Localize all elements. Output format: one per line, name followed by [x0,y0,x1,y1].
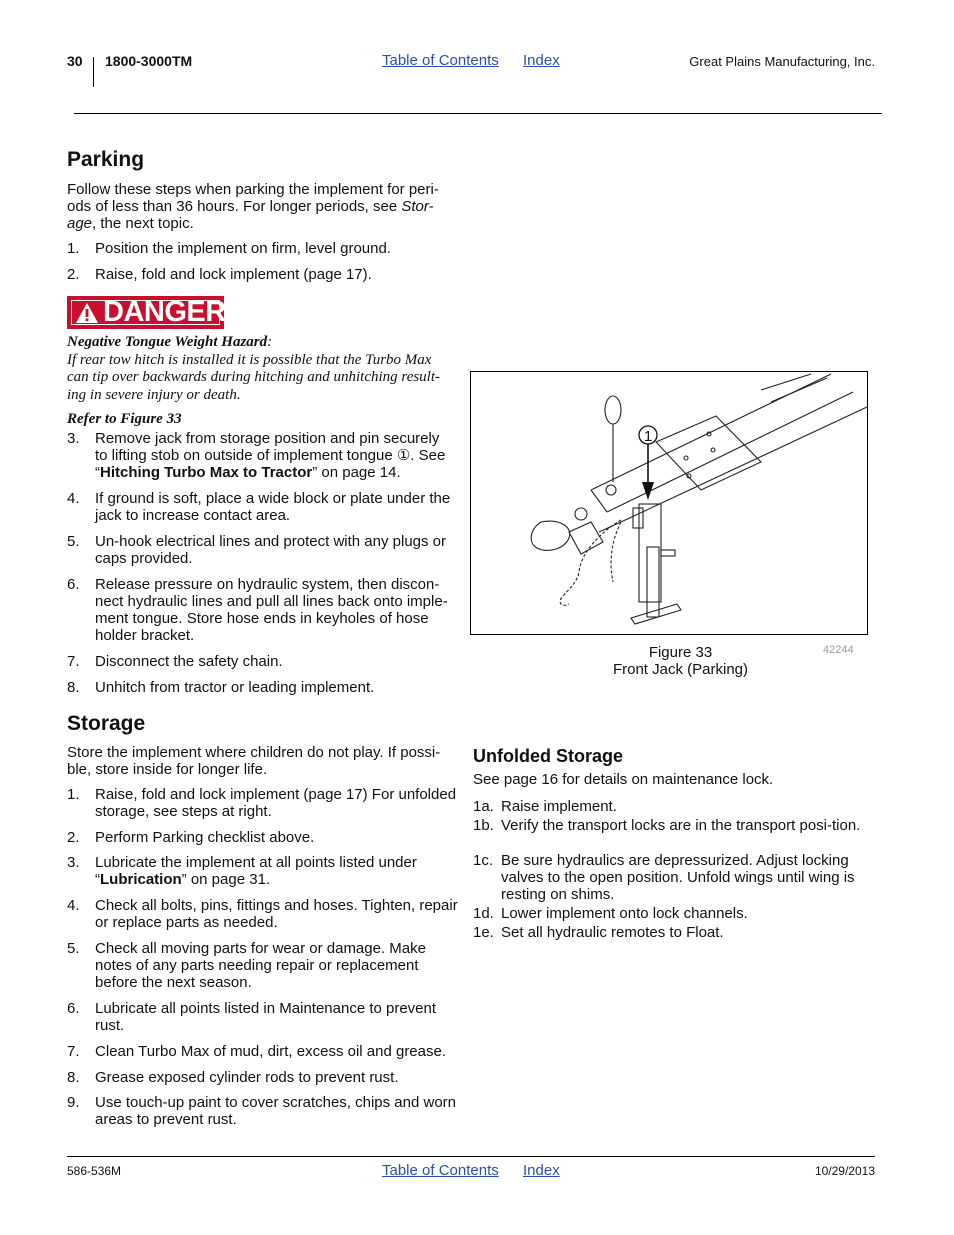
front-jack-illustration [471,372,867,634]
figure-reference: Refer to Figure 33 [67,411,182,427]
parking-intro: Follow these steps when parking the implement for peri- ods of less than 36 hours. For longer periods, see Stor- age, the next topic. [67,181,439,232]
hazard-statement: Negative Tongue Weight Hazard: If rear tow hitch is installed it is possible that the Turbo Max can tip over backwards during hitching and unhitching result- ing in severe injury or death. [67,334,441,403]
danger-label: DANGER [67,296,224,329]
header-rule [74,113,882,114]
callout-1-label: 1 [643,428,653,445]
header-toc-link[interactable]: Table of Contents [382,52,499,69]
figure-33 [470,371,868,635]
footer-toc-link[interactable]: Table of Contents [382,1162,499,1179]
storage-heading: Storage [67,712,146,735]
parking-heading: Parking [67,148,145,171]
footer-index-link[interactable]: Index [523,1162,560,1179]
header-divider [93,57,94,87]
figure-caption: Figure 33 Front Jack (Parking) [612,644,749,678]
storage-intro: Store the implement where children do not play. If possi-ble, store inside for longer life. [67,744,441,778]
figure-image-id: 42244 [823,644,854,656]
company-name: Great Plains Manufacturing, Inc. [689,54,875,69]
document-id: 1800-3000TM [105,53,193,69]
warning-triangle-icon [75,302,99,324]
unfolded-storage-heading: Unfolded Storage [473,746,624,766]
page-number: 30 [67,53,83,69]
footer-doc-code: 586-536M [67,1164,122,1178]
header-index-link[interactable]: Index [523,52,560,69]
footer-date: 10/29/2013 [814,1164,875,1178]
footer-rule [67,1156,875,1157]
unfolded-storage-intro: See page 16 for details on maintenance lock. [473,771,774,788]
